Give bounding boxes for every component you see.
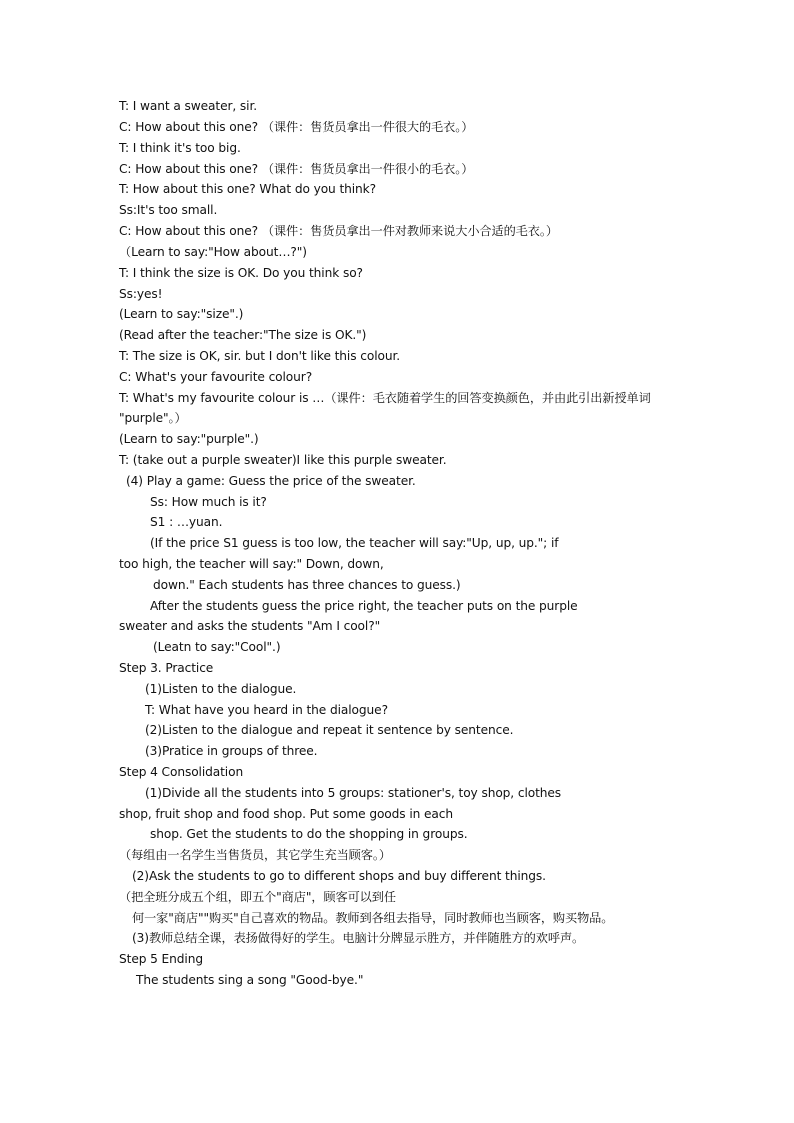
text-line: C: How about this one? （课件：售货员拿出一件对教师来说大小合适的毛衣。） (119, 224, 558, 238)
text-line: T: What's my favourite colour is …（课件：毛衣随着学生的回答变换颜色，并由此引出新授单词 (119, 391, 651, 405)
text-line: shop, fruit shop and food shop. Put some goods in each (119, 807, 453, 821)
text-line: too high, the teacher will say:" Down, down, (119, 557, 384, 571)
section-heading: Step 4 Consolidation (119, 765, 244, 779)
text-line: C: How about this one? （课件：售货员拿出一件很大的毛衣。） (119, 120, 474, 134)
text-line: C: How about this one? （课件：售货员拿出一件很小的毛衣。） (119, 162, 474, 176)
text-line: T: (take out a purple sweater)I like this purple sweater. (119, 453, 447, 467)
text-line: (If the price S1 guess is too low, the teacher will say:"Up, up, up."; if (150, 536, 559, 550)
text-line: (Read after the teacher:"The size is OK.") (119, 328, 367, 342)
section-heading: Step 3. Practice (119, 661, 214, 675)
text-line: (Learn to say:"purple".) (119, 432, 259, 446)
text-line: (2)Listen to the dialogue and repeat it sentence by sentence. (145, 723, 514, 737)
text-line: The students sing a song "Good-bye." (136, 973, 364, 987)
text-line: After the students guess the price right, the teacher puts on the purple (150, 599, 578, 613)
text-line: （Learn to say:"How about…?") (119, 245, 307, 259)
text-line: (3)Pratice in groups of three. (145, 744, 318, 758)
section-heading: Step 5 Ending (119, 952, 203, 966)
text-line: sweater and asks the students "Am I cool?" (119, 619, 381, 633)
text-line: Ss:yes! (119, 287, 163, 301)
text-line: down." Each students has three chances to guess.) (153, 578, 461, 592)
text-line: shop. Get the students to do the shopping in groups. (150, 827, 468, 841)
text-line: T: I want a sweater, sir. (119, 99, 258, 113)
text-line: (1)Divide all the students into 5 groups: stationer's, toy shop, clothes (145, 786, 562, 800)
text-line: (Learn to say:"size".) (119, 307, 244, 321)
text-line: （把全班分成五个组，即五个"商店"，顾客可以到任 (119, 890, 396, 904)
text-line: T: How about this one? What do you think? (119, 182, 376, 196)
text-line: (1)Listen to the dialogue. (145, 682, 297, 696)
text-line: (4) Play a game: Guess the price of the sweater. (126, 474, 416, 488)
text-line: C: What's your favourite colour? (119, 370, 313, 384)
text-line: T: I think the size is OK. Do you think so? (119, 266, 363, 280)
text-line: (2)Ask the students to go to different shops and buy different things. (132, 869, 546, 883)
text-line: "purple"。） (119, 411, 187, 425)
text-line: T: What have you heard in the dialogue? (145, 703, 388, 717)
text-line: (Leatn to say:"Cool".) (153, 640, 281, 654)
text-line: Ss: How much is it? (150, 495, 267, 509)
text-line: Ss:It's too small. (119, 203, 218, 217)
text-line: （每组由一名学生当售货员，其它学生充当顾客。） (119, 848, 391, 862)
text-line: 何一家"商店""购买"自己喜欢的物品。教师到各组去指导，同时教师也当顾客，购买物品。 (132, 911, 614, 925)
text-line: S1 : …yuan. (150, 515, 223, 529)
text-line: (3)教师总结全课，表扬做得好的学生。电脑计分牌显示胜方，并伴随胜方的欢呼声。 (132, 931, 585, 945)
text-line: T: I think it's too big. (119, 141, 241, 155)
text-line: T: The size is OK, sir. but I don't like this colour. (119, 349, 401, 363)
